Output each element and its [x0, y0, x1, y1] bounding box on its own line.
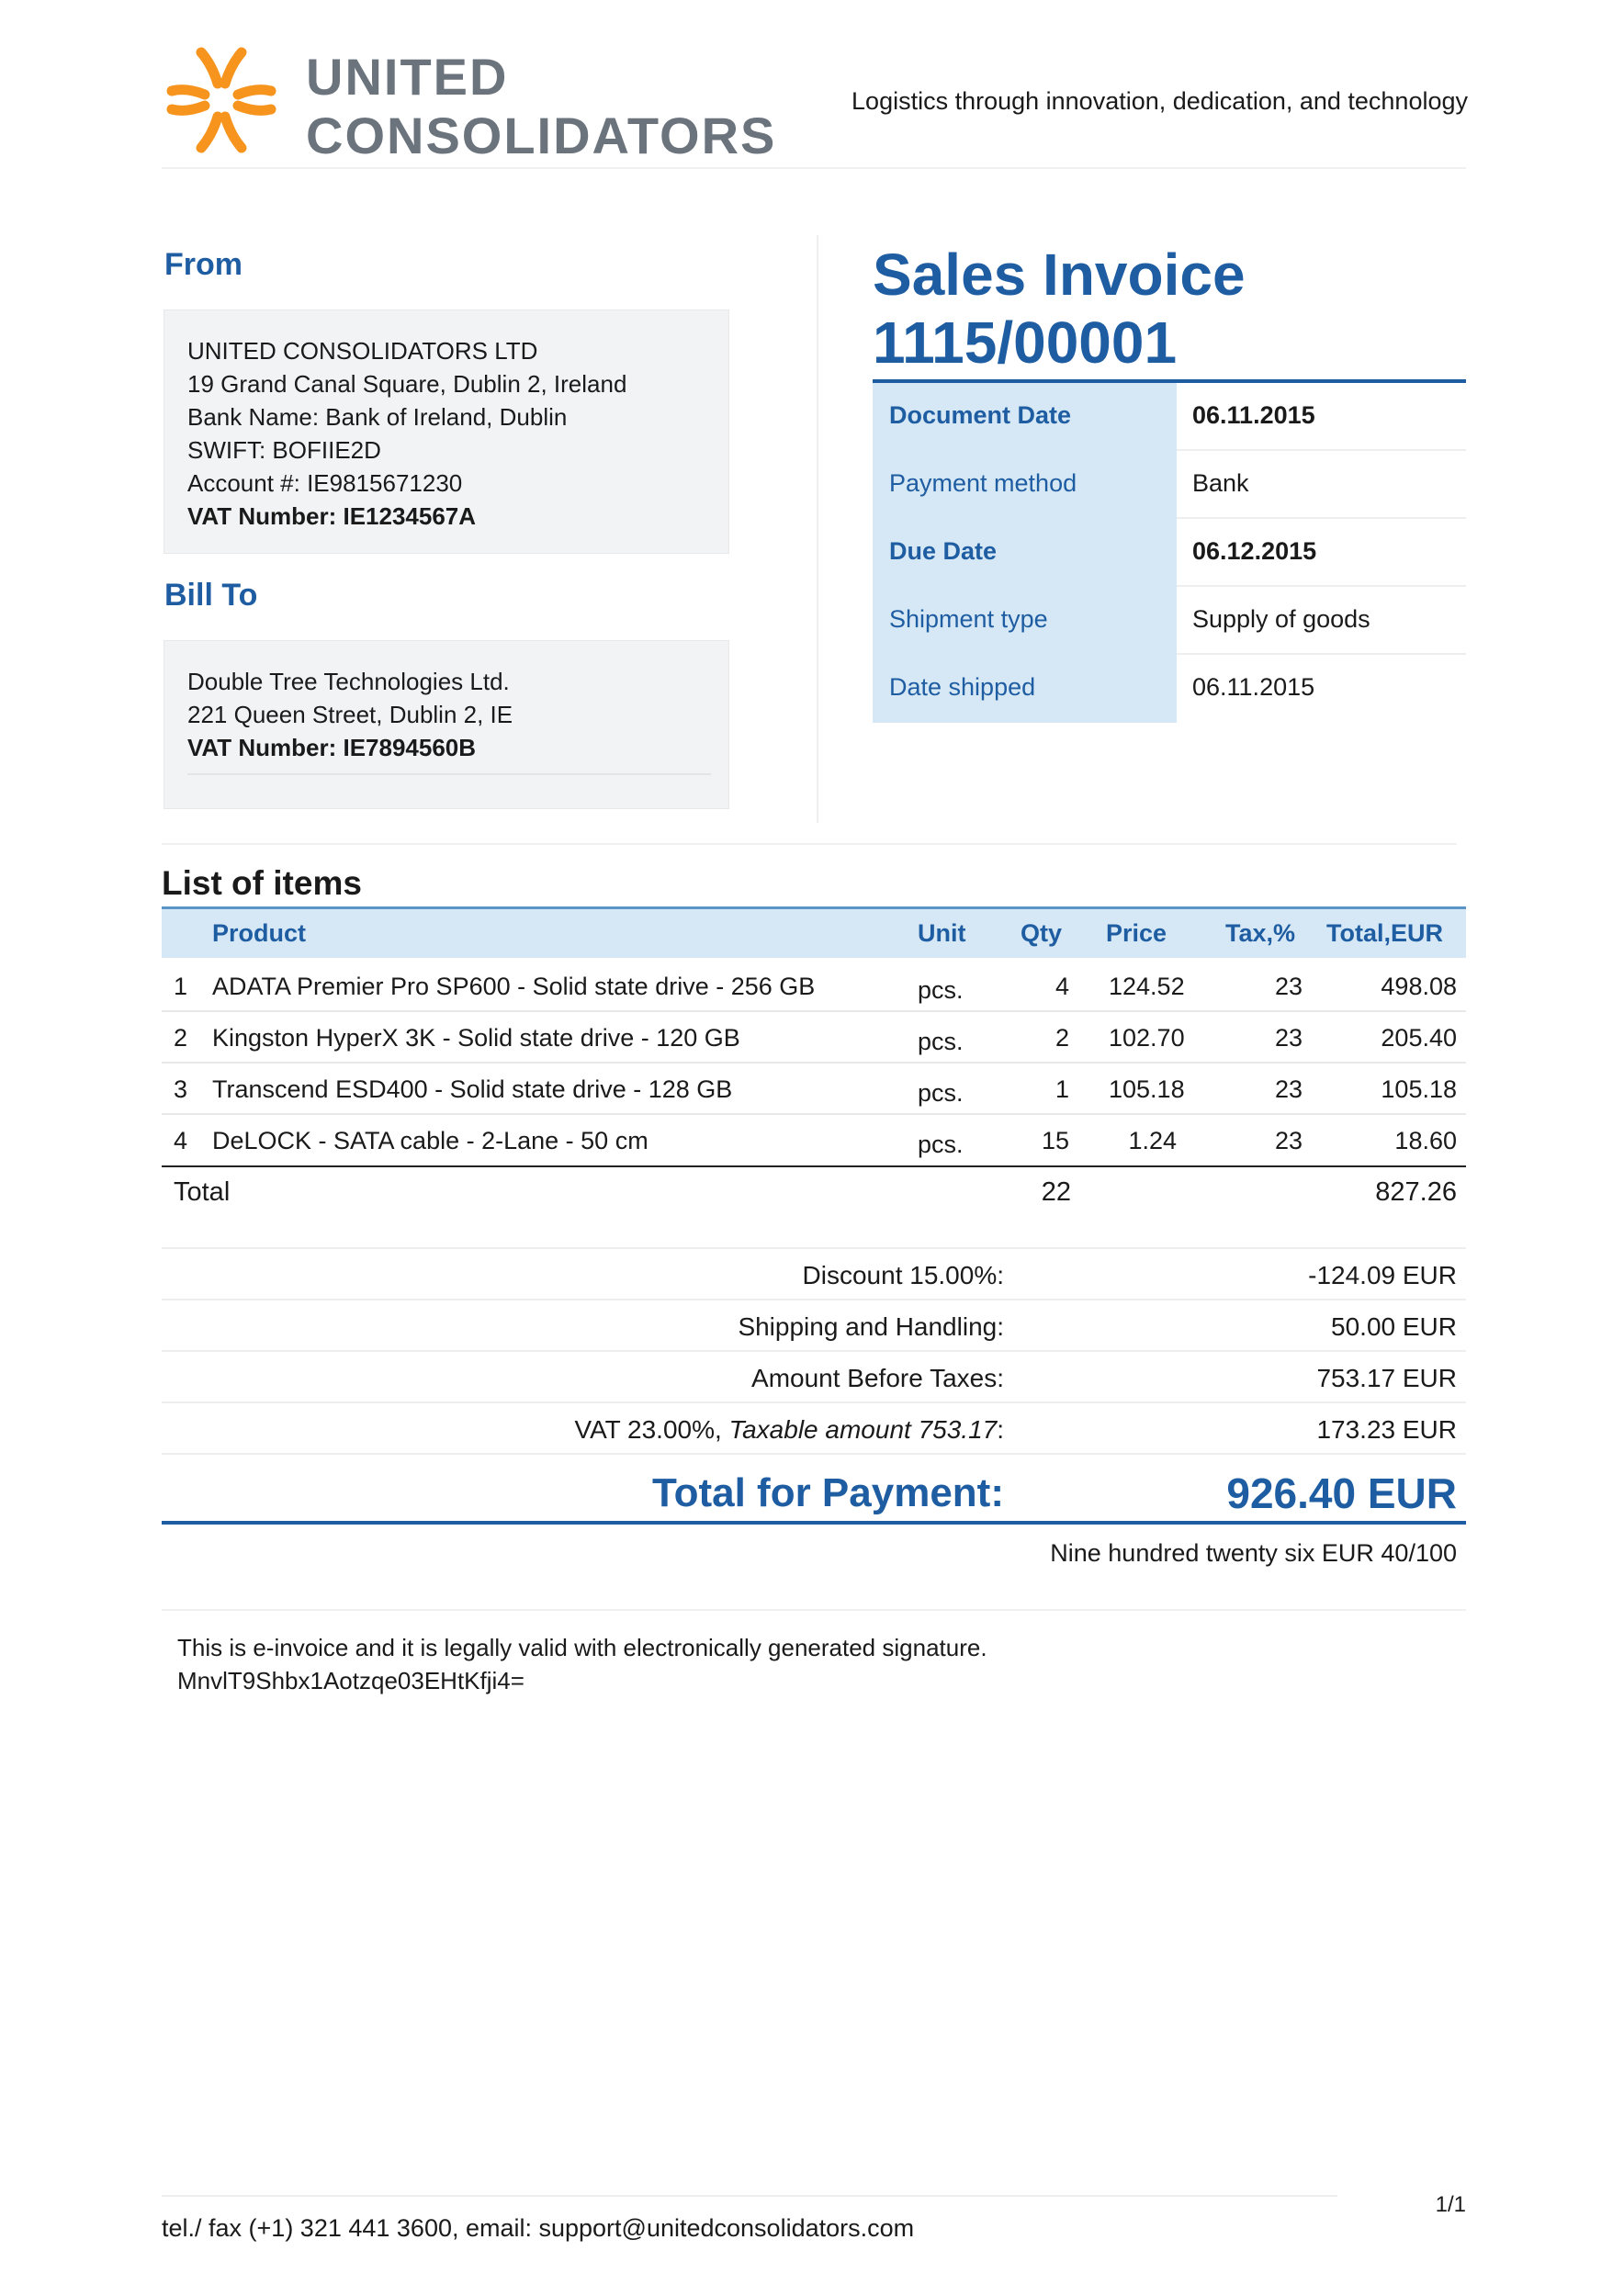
row-separator	[162, 1010, 1466, 1012]
row-separator	[162, 1062, 1466, 1064]
from-bank-name: Bank Name: Bank of Ireland, Dublin	[187, 403, 568, 431]
row-qty: 15	[1041, 1127, 1069, 1154]
row-product: DeLOCK - SATA cable - 2-Lane - 50 cm	[212, 1127, 648, 1154]
row-price: 124.52	[1109, 973, 1185, 1000]
row-qty: 2	[1054, 1024, 1069, 1052]
vat-label	[574, 1414, 1004, 1446]
before-tax-value: 753.17 EUR	[1316, 1364, 1457, 1392]
total-amount: 827.26	[1375, 1177, 1457, 1207]
vat-value: 173.23 EUR	[1316, 1415, 1457, 1444]
row-total: 205.40	[1381, 1024, 1457, 1052]
company-logo-icon	[162, 40, 281, 160]
e-invoice-note	[177, 1631, 987, 1697]
vat-label-prefix: VAT 23.00%,	[574, 1415, 729, 1444]
row-unit: pcs.	[918, 1028, 964, 1055]
total-label: Total	[174, 1177, 231, 1207]
row-total: 498.08	[1381, 973, 1457, 1000]
row-unit: pcs.	[918, 1079, 964, 1107]
row-separator	[162, 1113, 1466, 1115]
from-heading: From	[164, 247, 242, 282]
e-invoice-signature: MnvlT9Shbx1Aotzqe03EHtKfji4=	[177, 1667, 524, 1694]
column-divider	[817, 235, 818, 823]
meta-value: 06.11.2015	[1192, 673, 1315, 701]
contact-info: tel./ fax (+1) 321 441 3600, email: support@unitedconsolidators.com	[162, 2214, 915, 2242]
meta-row-date-shipped	[873, 655, 1466, 723]
vat-label-suffix: :	[997, 1415, 1004, 1444]
row-number: 1	[174, 973, 188, 1000]
meta-row-document-date	[873, 383, 1466, 451]
meta-label: Document Date	[889, 401, 1072, 429]
bill-to-vat-number: VAT Number: IE7894560B	[187, 734, 477, 761]
footer-note-divider	[162, 1609, 1466, 1611]
col-header-tax: Tax,%	[1224, 919, 1295, 947]
row-qty: 1	[1054, 1075, 1069, 1103]
row-number: 3	[174, 1075, 188, 1103]
meta-label: Date shipped	[889, 673, 1036, 701]
summary-divider	[162, 1299, 1466, 1300]
row-product: ADATA Premier Pro SP600 - Solid state drive - 256 GB	[212, 973, 816, 1000]
row-unit: pcs.	[918, 976, 964, 1004]
row-total: 105.18	[1381, 1075, 1457, 1103]
meta-value: 06.11.2015	[1192, 401, 1315, 429]
total-qty: 22	[1041, 1177, 1071, 1207]
e-invoice-statement: This is e-invoice and it is legally valid with electronically generated signature.	[177, 1634, 987, 1661]
from-account: Account #: IE9815671230	[187, 469, 463, 497]
row-tax: 23	[1274, 973, 1303, 1000]
items-title: List of items	[162, 864, 362, 902]
section-divider	[162, 843, 1457, 845]
bill-to-address-box	[164, 640, 729, 809]
row-product: Transcend ESD400 - Solid state drive - 128 GB	[212, 1075, 733, 1103]
meta-label: Payment method	[889, 469, 1077, 497]
summary-divider	[162, 1401, 1466, 1403]
company-tagline: Logistics through innovation, dedication, and technology	[851, 87, 1468, 115]
row-price: 1.24	[1128, 1127, 1177, 1154]
col-header-product: Product	[212, 919, 307, 947]
meta-label: Due Date	[889, 537, 998, 565]
row-number: 2	[174, 1024, 188, 1052]
discount-value: -124.09 EUR	[1308, 1261, 1457, 1289]
invoice-title	[873, 241, 1246, 377]
bill-to-company: Double Tree Technologies Ltd.	[187, 668, 510, 695]
from-address-box	[164, 310, 729, 554]
summary-divider	[162, 1247, 1466, 1249]
row-qty: 4	[1054, 973, 1069, 1000]
logo-text-line2: CONSOLIDATORS	[306, 107, 777, 164]
bill-to-street: 221 Queen Street, Dublin 2, IE	[187, 701, 513, 728]
grand-total-label: Total for Payment:	[651, 1470, 1004, 1515]
total-in-words: Nine hundred twenty six EUR 40/100	[1050, 1539, 1457, 1567]
total-rule	[162, 1165, 1466, 1167]
row-tax: 23	[1274, 1075, 1303, 1103]
meta-row-payment-method	[873, 451, 1466, 519]
grand-total-value: 926.40 EUR	[1226, 1469, 1457, 1517]
col-header-qty: Qty	[1020, 919, 1062, 947]
row-tax: 23	[1274, 1127, 1303, 1154]
vat-taxable-amount: Taxable amount 753.17	[728, 1415, 998, 1444]
bill-to-underline	[187, 773, 711, 775]
meta-row-shipment-type	[873, 587, 1466, 655]
col-header-total: Total,EUR	[1326, 919, 1443, 947]
from-company-name: UNITED CONSOLIDATORS LTD	[187, 337, 538, 365]
col-header-unit: Unit	[918, 919, 966, 947]
row-price: 102.70	[1109, 1024, 1185, 1052]
shipping-value: 50.00 EUR	[1331, 1312, 1457, 1341]
bill-to-heading: Bill To	[164, 578, 258, 613]
invoice-title-text: Sales Invoice	[873, 242, 1246, 308]
shipping-label: Shipping and Handling:	[738, 1312, 1004, 1341]
header-divider	[162, 167, 1466, 169]
row-number: 4	[174, 1127, 188, 1154]
logo-text-line1: UNITED	[306, 48, 509, 106]
from-swift: SWIFT: BOFIIE2D	[187, 436, 381, 464]
meta-value: Supply of goods	[1192, 605, 1370, 633]
row-product: Kingston HyperX 3K - Solid state drive - 120 GB	[212, 1024, 740, 1052]
from-street: 19 Grand Canal Square, Dublin 2, Ireland	[187, 370, 627, 398]
row-tax: 23	[1274, 1024, 1303, 1052]
meta-value: 06.12.2015	[1192, 537, 1317, 565]
before-tax-label: Amount Before Taxes:	[751, 1364, 1004, 1392]
summary-divider	[162, 1453, 1466, 1455]
grand-total-rule	[162, 1521, 1466, 1525]
col-header-price: Price	[1106, 919, 1167, 947]
from-vat-number: VAT Number: IE1234567A	[187, 502, 477, 530]
row-total: 18.60	[1394, 1127, 1457, 1154]
page-number: 1/1	[1435, 2192, 1466, 2217]
meta-row-due-date	[873, 519, 1466, 587]
row-price: 105.18	[1109, 1075, 1185, 1103]
summary-divider	[162, 1350, 1466, 1352]
invoice-number: 1115/00001	[873, 310, 1178, 376]
discount-label: Discount 15.00%:	[802, 1261, 1004, 1289]
row-unit: pcs.	[918, 1131, 964, 1158]
footer-divider	[162, 2195, 1337, 2197]
meta-value: Bank	[1192, 469, 1249, 497]
meta-label: Shipment type	[889, 605, 1048, 633]
